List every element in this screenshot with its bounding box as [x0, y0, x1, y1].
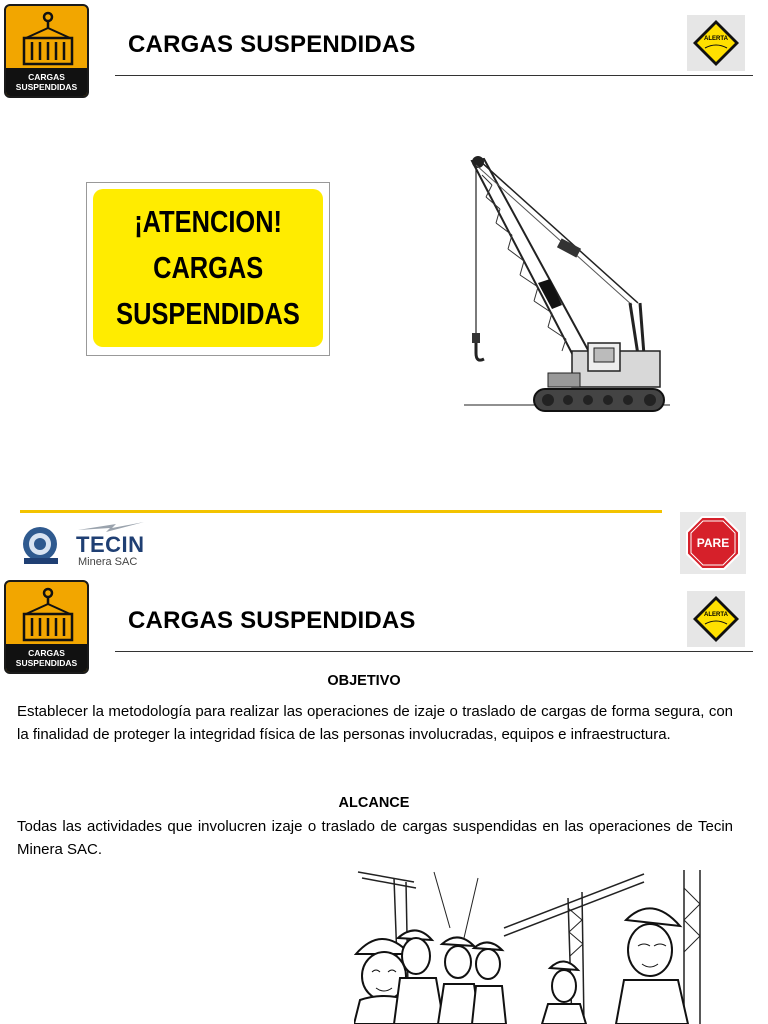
sign-line-1: ¡ATENCION! — [134, 204, 282, 239]
title-rule-2 — [115, 651, 753, 652]
scope-text: Todas las actividades que involucren izaje o traslado de cargas suspendidas en las operaciones de Tecin Minera SAC. — [17, 818, 733, 858]
crane-illustration — [462, 155, 674, 423]
cargas-suspendidas-icon — [4, 4, 89, 98]
sign-line-3: SUSPENDIDAS — [116, 296, 300, 331]
warning-sign — [86, 182, 330, 356]
container-hook-icon — [18, 10, 78, 68]
alert-badge-2 — [687, 591, 745, 647]
workers-illustration — [354, 868, 710, 1024]
container-hook-icon — [18, 586, 78, 644]
icon-caption — [6, 644, 87, 672]
stop-badge — [680, 512, 746, 574]
objective-text: Establecer la metodología para realizar las operaciones de izaje o traslado de cargas de forma segura, con la finalidad de proteger la integridad física de las personas involucradas, equipos e infraestructura. — [17, 703, 733, 743]
stop-label: PARE — [696, 536, 730, 550]
cargas-suspendidas-icon-2 — [4, 580, 89, 674]
icon-caption-line2: SUSPENDIDAS — [15, 82, 78, 92]
sign-line-2: CARGAS — [152, 250, 264, 285]
tecin-logo — [20, 518, 160, 570]
objective-heading: OBJETIVO — [327, 673, 401, 689]
tecin-logo-icon — [20, 522, 66, 568]
yellow-divider — [20, 510, 662, 513]
alert-diamond-icon — [691, 18, 741, 68]
alert-label: ALERTA — [704, 36, 728, 42]
title-rule — [115, 75, 753, 76]
icon-caption — [6, 68, 87, 96]
icon-caption-line1: CARGAS — [28, 648, 65, 658]
slide-title-2: CARGAS SUSPENDIDAS — [128, 607, 416, 634]
icon-caption-line1: CARGAS — [28, 72, 65, 82]
alert-badge — [687, 15, 745, 71]
scope-heading: ALCANCE — [338, 795, 410, 811]
alert-label: ALERTA — [704, 612, 728, 618]
company-name: TECIN — [76, 532, 145, 557]
slide-title: CARGAS SUSPENDIDAS — [128, 31, 416, 58]
alert-diamond-icon — [691, 594, 741, 644]
warning-sign-panel — [93, 189, 323, 347]
company-sub: Minera SAC — [78, 556, 138, 568]
icon-caption-line2: SUSPENDIDAS — [15, 658, 78, 668]
